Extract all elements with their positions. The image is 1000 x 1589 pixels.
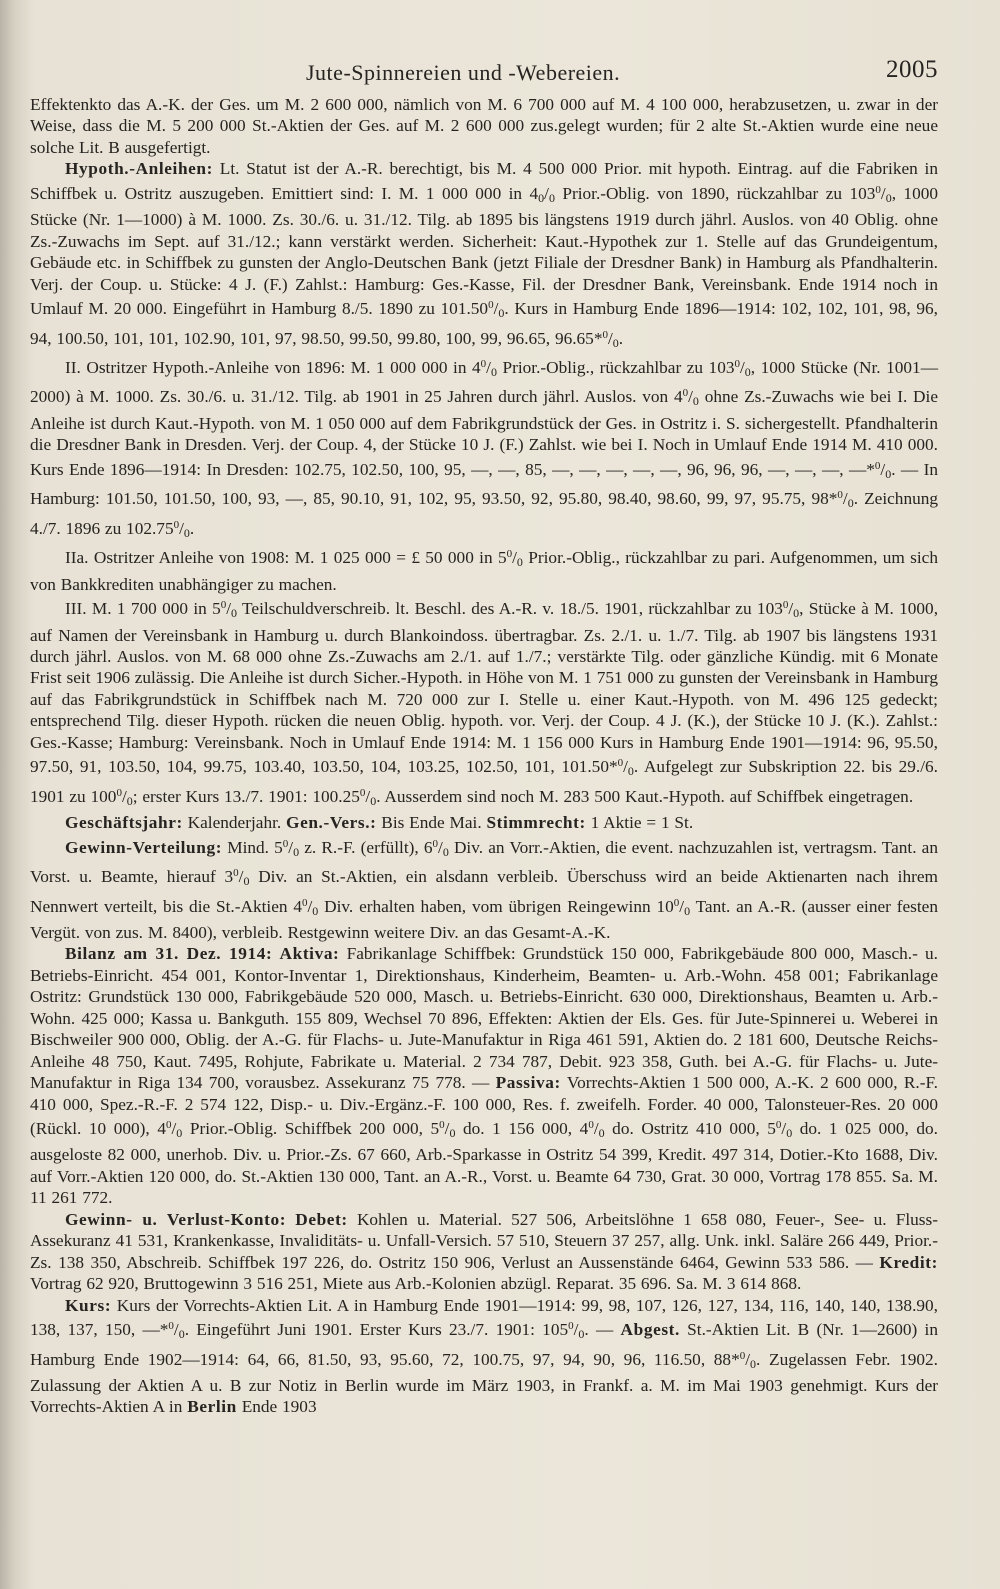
text-run: Kohlen u. Material. 527 506, Arbeitslöhne 1 658 080, Feuer-, See- u. Fluss-Assekuranz 41 531, Krankenkasse, Invaliditäts- u. Unfall-Versich. 57 510, Steuern 37 257, allg. Unk. inkl. Saläre 266 449, Prior.-Zs. 138 350, Abschreib. Schiffbek 197 226, do. Ostritz 150 906, Verlust an Aussenstände 6464, Gewinn 533 586. — [30, 1209, 938, 1272]
text-run: Prior.-Oblig. von 1890, rückzahlbar zu 103 [554, 183, 876, 203]
paragraph [30, 595, 938, 812]
percent-superscript: 0 [782, 599, 789, 612]
text-run: / [173, 1320, 179, 1340]
text-run: . Kurs in Hamburg Ende 1896—1914: 102, 102, 101, 98, 96, 94, 100.50, 101, 101, 102.90, 101, 97, 98.50, 99.50, 99.80, 100, 99, 96.65, 96.65* [30, 299, 939, 348]
text-run: St.-Aktien Lit. B (Nr. 1—2600) in Hamburg Ende 1902—1914: 64, 66, 81.50, 93, 95.60, 72, 100.75, 97, 94, 90, 96, 116.50, 88* [30, 1320, 938, 1369]
text-run: , 1000 Stücke (Nr. 1001—2000) à M. 1000. Zs. 30./6. u. 31./12. Tilg. ab 1901 in 25 Jahren durch jährl. Auslos. von 4 [30, 357, 938, 407]
text-run: II. Ostritzer Hypoth.-Anleihe von 1896: M. 1 000 000 in 4 [65, 357, 481, 377]
percent-subscript: 0 [612, 335, 619, 350]
percent-subscript: 0 [243, 874, 250, 889]
text-run: Vorrechts-Aktien 1 500 000, A.-K. 2 600 000, R.-F. 410 000, Spez.-R.-F. 2 574 122, Disp.- u. Div.-Ergänz.-F. 100 000, Res. f. zweifelh. Forder. 40 000, Talonsteuer-Res. 20 000 (Rückl. 10 000), 4 [30, 1073, 938, 1139]
section-heading: Gewinn-Verteilung: [65, 837, 223, 857]
percent-superscript: 0 [739, 1349, 746, 1362]
text-run: / [544, 183, 549, 203]
paragraph [30, 158, 938, 354]
text-run: Teilschuldverschreib. lt. Beschl. des A.-R. v. 18./5. 1901, rückzahlbar zu 103 [237, 599, 783, 619]
percent-superscript: 0 [617, 757, 624, 770]
percent-superscript: 0 [874, 459, 881, 472]
text-run: . Zugelassen Febr. 1902. Zulassung der Aktien A u. B zur Notiz in Berlin wurde im März 1903, in Frankf. a. M. im Mai 1903 genehmigt. Kurs der Vorrechts-Aktien A in [30, 1349, 938, 1417]
text-run: , Stücke à M. 1000, auf Namen der Vereinsbank in Hamburg u. durch Blankoindoss. übertragbar. Zs. 2./1. u. 1./7. Tilg. ab 1907 bis längstens 1931 durch jährl. Auslos. von M. 68 000 ohne Zs.-Zuwachs am 2./1. auf 1./7.; verstärkte Tilg. oder gänzliche Kündig. mit 6 Monate Frist seit 1906 zulässig. Die Anleihe ist durch Sicher.-Hypoth. in Höhe von M. 1 751 000 zu gunsten der Vereinsbank in Hamburg auf das Fabrikgrundstück in Schiffbek nach M. 720 000 zur I. Stelle u. einer Kaut.-Hypoth. von M. 496 125 gedeckt; entsprechend Tilg. dieser Hypoth. rücken die neuen Oblig. hypoth. vor. Verj. der Coup. 4 J. (K.), der Stücke 10 J. (K.). Zahlst.: Ges.-Kasse; Hamburg: Vereinsbank. Noch in Umlauf Ende 1914: M. 1 156 000 Kurs in Hamburg Ende 1901—1914: 96, 95.50, 97.50, 91, 103.50, 104, 99.75, 103.40, 103.50, 104, 103.25, 102.50, 101, 101.50* [30, 599, 939, 777]
section-heading: Hypoth.-Anleihen: [65, 159, 213, 179]
text-run: / [593, 1119, 599, 1139]
text-run: , 1000 Stücke (Nr. 1—1000) à M. 1000. Zs. 30./6. u. 31./12. Tilg. ab 1895 bis längstens 1919 durch jährl. Auslos. von 40 Oblig. ohne Zs.-Zuwachs im Sept. auf 31./12.; kann verstärkt werden. Sicherheit: Kaut.-Hypothek zur 1. Stelle auf das Grundeigentum, Gebäude etc. in Schiffbek zu gunsten der Anglo-Deutschen Bank (jetzt Filiale der Dresdner Bank) in Hamburg als Pfandhalterin. Verj. der Coup. u. Stücke: 4 J. (F.) Zahlst.: Hamburg: Ges.-Kasse, Fil. der Dresdner Bank, Vereinsbank. Ende 1914 noch in Umlauf M. 20 000. Eingeführt in Hamburg 8./5. 1890 zu 101.50 [30, 183, 938, 319]
section-heading: Kurs: [65, 1295, 112, 1315]
percent-superscript: 0 [168, 1320, 174, 1333]
text-run: / [444, 1119, 450, 1139]
text-body [30, 94, 938, 1418]
percent-superscript: 0 [568, 1320, 574, 1333]
text-run: / [288, 837, 294, 857]
spaced-label: Aktiva: [279, 944, 340, 964]
percent-superscript: 0 [506, 548, 513, 561]
percent-superscript: 0 [588, 1119, 594, 1132]
text-run: / [226, 599, 232, 619]
percent-subscript: 0 [490, 364, 497, 379]
text-run: Div. an St.-Aktien, ein alsdann verbleib. Überschuss wird an beide Aktienarten nach ihrem Nennwert verteilt, bis die St.-Aktien 4 [30, 867, 938, 916]
percent-subscript: 0 [793, 606, 800, 621]
percent-subscript: 0 [750, 1356, 757, 1371]
percent-subscript: 0 [176, 1126, 183, 1141]
percent-superscript: 0 [602, 328, 608, 341]
percent-superscript: 0 [233, 867, 239, 880]
text-run: Bis Ende Mai. [376, 813, 487, 833]
percent-subscript: 0 [538, 190, 545, 205]
percent-superscript: 0 [439, 1119, 445, 1132]
text-run: / [607, 328, 613, 348]
percent-subscript: 0 [178, 1327, 185, 1342]
percent-subscript: 0 [183, 525, 190, 540]
text-run: do. Ostritz 410 000, 5 [604, 1119, 776, 1139]
percent-subscript: 0 [126, 793, 133, 808]
percent-subscript: 0 [370, 793, 377, 808]
percent-superscript: 0 [837, 489, 843, 502]
text-run: . — In Hamburg: 101.50, 101.50, 100, 93, —, 85, 90.10, 91, 102, 95, 93.50, 92, 95.80, 98.40, 98.60, 99, 97, 95.75, 98* [30, 459, 938, 509]
text-run: / [880, 183, 886, 203]
percent-subscript: 0 [293, 844, 300, 859]
paragraph [30, 943, 938, 1208]
text-run: Kalenderjahr. [182, 813, 287, 833]
text-run: z. R.-F. (erfüllt), 6 [299, 837, 433, 857]
text-run: / [573, 1320, 579, 1340]
spaced-label: Kredit: [879, 1252, 938, 1272]
text-run [272, 944, 279, 963]
section-heading: Geschäftsjahr: [65, 813, 183, 833]
running-title: Jute-Spinnereien und -Webereien. [306, 60, 621, 85]
percent-subscript: 0 [786, 1126, 793, 1141]
percent-subscript: 0 [847, 496, 854, 511]
text-run: Prior.-Oblig., rückzahlbar zu 103 [496, 357, 735, 377]
text-run: / [365, 786, 371, 806]
text-run: / [788, 599, 794, 619]
text-run: ohne Zs.-Zuwachs wie bei I. Die Anleihe ist durch Kaut.-Hypoth. von M. 1 050 000 auf dem Fabrikgrundstück der Ges. in Ostritz i. S. sichergestellt. Pfandhalterin die Dresdner Bank in Dresden. Verj. der Coup. 4, der Stücke 10 J. (F.) Zahlst. wie bei I. Noch in Umlauf Ende 1914 M. 410 000. Kurs Ende 1896—1914: In Dresden: 102.75, 102.50, 100, 95, —, —, 85, —, —, —, —, —, 96, 96, 96, —, —, —, —* [30, 387, 938, 479]
percent-subscript: 0 [548, 190, 555, 205]
section-heading: Gen.-Vers.: [286, 813, 377, 833]
text-run: . Zeichnung 4./7. 1896 zu 102.75 [30, 489, 939, 538]
text-run: / [745, 1349, 751, 1369]
percent-superscript: 0 [173, 518, 180, 531]
text-run: / [739, 357, 745, 377]
percent-superscript: 0 [165, 1119, 172, 1132]
text-run: ; erster Kurs 13./7. 1901: 100.25 [132, 786, 360, 806]
section-heading: Bilanz am 31. Dez. 1914: [65, 944, 273, 964]
percent-subscript: 0 [449, 1126, 456, 1141]
spaced-label: Berlin [187, 1397, 237, 1417]
spaced-label: Debet: [295, 1209, 348, 1229]
text-run: / [121, 786, 127, 806]
percent-subscript: 0 [627, 764, 634, 779]
text-run: . Eingeführt Juni 1901. Erster Kurs 23./7. 1901: 105 [184, 1320, 569, 1340]
text-run: Fabrikanlage Schiffbek: Grundstück 150 000, Fabrikgebäude 800 000, Masch.- u. Betriebs-Einricht. 454 001, Kontor-Inventar 1, Direktionshaus, Kinderheim, Beamten- u. Arb.-Wohn. 458 001; Fabrikanlage Ostritz: Grundstück 130 000, Fabrikgebäude 520 000, Masch. u. Betriebs-Einricht. 630 000, Direktionshaus, Beamten u. Arb.-Wohn. 425 000; Kassa u. Bankguth. 155 809, Wechsel 70 896, Effekten: Aktien der Els. Ges. für Jute-Spinnerei u. Weberei in Bischweiler 900 000, Oblig. der A.-G. für Flachs- u. Jute-Manufaktur in Riga 461 591, Aktien do. 2 181 600, Deutsche Reichs-Anleihe 48 750, Kaut. 7495, Rohjute, Fabrikate u. Material. 2 734 787, Debit. 923 358, Guth. bei A.-G. für Flachs- u. Jute-Manufaktur in Riga 134 700, vorausbez. Assekuranz 75 778. — [30, 944, 939, 1093]
running-header [30, 56, 938, 94]
percent-superscript: 0 [116, 786, 122, 799]
text-run: / [486, 357, 491, 377]
percent-superscript: 0 [359, 786, 366, 799]
text-run: IIa. Ostritzer Anleihe von 1908: M. 1 025 000 = £ 50 000 in 5 [65, 548, 507, 568]
text-run: Vortrag 62 920, Bruttogewinn 3 516 251, Miete aus Arb.-Kolonien abzügl. Reparat. 35 696. Sa. M. 3 614 868. [30, 1274, 802, 1294]
text-run: Mind. 5 [222, 837, 283, 857]
text-run: . Aufgelegt zur Subskription 22. bis 29./6. 1901 zu 100 [30, 757, 938, 806]
paragraph [30, 354, 938, 544]
text-run: Kurs der Vorrechts-Aktien Lit. A in Hamburg Ende 1901—1914: 99, 98, 107, 126, 127, 134, 116, 140, 140, 138.90, 138, 137, 150, —* [30, 1295, 938, 1340]
text-run: / [679, 896, 685, 916]
percent-superscript: 0 [488, 299, 494, 312]
text-run: III. M. 1 700 000 in 5 [65, 599, 221, 619]
percent-subscript: 0 [442, 844, 449, 859]
text-run: / [880, 459, 886, 479]
percent-subscript: 0 [684, 903, 691, 918]
percent-subscript: 0 [692, 394, 699, 409]
text-run: 1 Aktie = 1 St. [585, 813, 694, 833]
text-run: / [438, 837, 443, 857]
text-run: / [307, 896, 313, 916]
text-run: . [189, 518, 195, 538]
text-run: / [623, 757, 628, 777]
text-run: / [238, 867, 244, 887]
percent-superscript: 0 [301, 896, 308, 909]
section-heading: Stimmrecht: [486, 813, 586, 833]
text-run: do. 1 156 000, 4 [455, 1119, 589, 1139]
percent-subscript: 0 [516, 555, 523, 570]
percent-superscript: 0 [875, 183, 881, 196]
percent-superscript: 0 [432, 837, 438, 850]
paragraph [30, 1209, 938, 1295]
paragraph [30, 812, 938, 833]
paragraph [30, 544, 938, 595]
text-run: / [842, 489, 848, 509]
spaced-label: Passiva: [495, 1073, 561, 1093]
percent-subscript: 0 [231, 606, 238, 621]
text-run: / [688, 387, 693, 407]
text-run: / [493, 299, 499, 319]
spaced-label: Abgest. [620, 1320, 680, 1340]
percent-superscript: 0 [734, 357, 740, 370]
percent-subscript: 0 [885, 466, 892, 481]
percent-superscript: 0 [775, 1119, 782, 1132]
text-run [286, 1210, 295, 1229]
paragraph [30, 94, 938, 158]
percent-superscript: 0 [282, 837, 289, 850]
percent-superscript: 0 [673, 896, 680, 909]
text-run: Effektenkto das A.-K. der Ges. um M. 2 600 000, nämlich von M. 6 700 000 auf M. 4 100 000, herabzusetzen, u. zwar in der Weise, dass die M. 5 200 000 St.-Aktien der Ges. auf M. 2 600 000 zus.gelegt wurden; für 2 alte St.-Aktien wurde eine neue solche Lit. B ausgefertigt. [30, 95, 938, 157]
percent-superscript: 0 [682, 387, 689, 400]
percent-subscript: 0 [885, 190, 892, 205]
percent-superscript: 0 [480, 357, 487, 370]
page-number: 2005 [886, 56, 938, 83]
percent-superscript: 0 [220, 599, 227, 612]
percent-subscript: 0 [498, 306, 505, 321]
paragraph [30, 834, 938, 944]
text-run: . Ausserdem sind noch M. 283 500 Kaut.-Hypoth. auf Schiffbek eingetragen. [376, 786, 914, 806]
text-run: Div. erhalten haben, vom übrigen Reingewinn 10 [318, 896, 674, 916]
percent-subscript: 0 [312, 903, 319, 918]
text-run: Div. an Vorr.-Aktien, die event. nachzuzahlen ist, vertragsm. Tant. an Vorst. u. Beamte, hierauf 3 [30, 837, 938, 887]
text-run: / [179, 518, 184, 538]
text-run: / [171, 1119, 177, 1139]
percent-subscript: 0 [578, 1327, 585, 1342]
percent-subscript: 0 [744, 364, 751, 379]
text-run: Prior.-Oblig. Schiffbek 200 000, 5 [182, 1119, 440, 1139]
text-run: Tant. an A.-R. (ausser einer festen Vergüt. von zus. M. 8400), verbleib. Restgewinn weitere Div. an das Gesamt-A.-K. [30, 896, 938, 942]
text-run: . [618, 328, 624, 348]
text-run: Lt. Statut ist der A.-R. berechtigt, bis M. 4 500 000 Prior. mit hypoth. Eintrag. auf die Fabriken in Schiffbek u. Ostritz auszugeben. Emittiert sind: I. M. 1 000 000 in 4 [30, 159, 938, 203]
text-run: do. 1 025 000, do. ausgeloste 82 000, unerhob. Div. u. Prior.-Zs. 67 660, Arb.-Sparkasse in Ostritz 54 399, Kredit. 497 314, Dotier.-Kto 1688, Div. auf Vorr.-Aktien 120 000, do. St.-Aktien 130 000, Tant. an A.-R., Vorst. u. Beamte 64 730, Grat. 30 000, Vortrag 178 855. Sa. M. 11 261 772. [30, 1119, 939, 1208]
text-run: . — [584, 1320, 621, 1340]
paragraph [30, 1295, 938, 1418]
section-heading: Gewinn- u. Verlust-Konto: [65, 1209, 287, 1229]
percent-subscript: 0 [598, 1126, 605, 1141]
text-run: / [512, 548, 517, 568]
text-run: Ende 1903 [236, 1397, 317, 1417]
text-run: Prior.-Oblig., rückzahlbar zu pari. Aufgenommen, um sich von Bankkrediten unabhängiger zu machen. [30, 548, 938, 594]
text-run: / [781, 1119, 787, 1139]
